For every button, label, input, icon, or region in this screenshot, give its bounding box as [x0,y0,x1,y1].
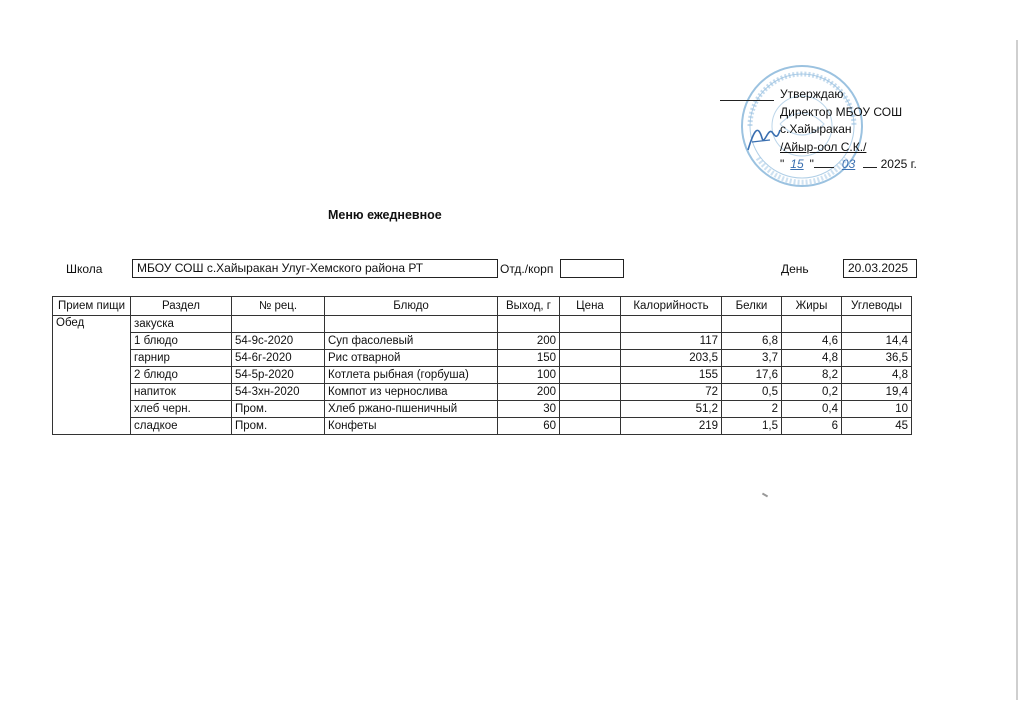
school-field: МБОУ СОШ с.Хайыракан Улуг-Хемского района РТ [132,259,498,278]
section-cell: сладкое [131,418,232,435]
table-row [53,384,912,401]
carbs-cell: 36,5 [842,350,912,367]
header-yield: Выход, г [498,297,560,316]
fat-cell: 4,6 [782,333,842,350]
recipe-cell: Пром. [232,418,325,435]
carbs-cell: 14,4 [842,333,912,350]
carbs-cell [842,316,912,333]
approval-date: " 15 " 03 2025 г. [780,157,917,171]
calories-cell: 219 [621,418,722,435]
recipe-cell [232,316,325,333]
yield-cell: 150 [498,350,560,367]
yield-cell: 60 [498,418,560,435]
approval-line-village: с.Хайыракан [780,122,852,136]
meal-cell: Обед [53,316,131,333]
header-recipe: № рец. [232,297,325,316]
section-cell: закуска [131,316,232,333]
dish-cell: Рис отварной [325,350,498,367]
dept-label: Отд./корп [500,262,554,276]
calories-cell [621,316,722,333]
table-row [53,367,912,384]
protein-cell: 0,5 [722,384,782,401]
fat-cell: 6 [782,418,842,435]
table-row [53,401,912,418]
price-cell [560,316,621,333]
protein-cell [722,316,782,333]
date-year: 2025 г. [880,157,917,171]
yield-cell: 30 [498,401,560,418]
header-calories: Калорийность [621,297,722,316]
meal-cell [53,367,131,384]
price-cell [560,401,621,418]
section-cell: 1 блюдо [131,333,232,350]
scan-edge [1016,40,1018,700]
section-cell: гарнир [131,350,232,367]
approval-line-position: Директор МБОУ СОШ [780,104,903,119]
calories-cell: 203,5 [621,350,722,367]
yield-cell: 200 [498,333,560,350]
table-row [53,350,912,367]
section-cell: хлеб черн. [131,401,232,418]
fat-cell: 8,2 [782,367,842,384]
protein-cell: 17,6 [722,367,782,384]
meal-cell [53,350,131,367]
header-meal: Прием пищи [53,297,131,316]
price-cell [560,367,621,384]
signature [744,120,784,156]
protein-cell: 2 [722,401,782,418]
meal-cell [53,418,131,435]
page-title: Меню ежедневное [328,208,442,222]
dish-cell [325,316,498,333]
table-header-row [53,297,912,316]
carbs-cell: 4,8 [842,367,912,384]
price-cell [560,333,621,350]
dish-cell: Компот из чернослива [325,384,498,401]
calories-cell: 72 [621,384,722,401]
approval-block [780,86,917,174]
recipe-cell: Пром. [232,401,325,418]
meal-cell [53,333,131,350]
protein-cell: 3,7 [722,350,782,367]
recipe-cell: 54-5р-2020 [232,367,325,384]
yield-cell [498,316,560,333]
calories-cell: 155 [621,367,722,384]
yield-cell: 100 [498,367,560,384]
dish-cell: Хлеб ржано-пшеничный [325,401,498,418]
recipe-cell: 54-9с-2020 [232,333,325,350]
date-month: 03 [841,157,856,171]
menu-table [52,296,912,435]
day-field: 20.03.2025 [843,259,917,278]
meal-cell [53,401,131,418]
dish-cell: Конфеты [325,418,498,435]
calories-cell: 117 [621,333,722,350]
price-cell [560,418,621,435]
director-name: /Айыр-оол С.К./ [780,139,867,154]
header-price: Цена [560,297,621,316]
carbs-cell: 45 [842,418,912,435]
date-day: 15 [790,157,804,171]
day-label: День [781,262,809,276]
fat-cell: 0,4 [782,401,842,418]
recipe-cell: 54-6г-2020 [232,350,325,367]
fat-cell: 0,2 [782,384,842,401]
table-row [53,333,912,350]
header-carbs: Углеводы [842,297,912,316]
header-dish: Блюдо [325,297,498,316]
dish-cell: Суп фасолевый [325,333,498,350]
calories-cell: 51,2 [621,401,722,418]
yield-cell: 200 [498,384,560,401]
price-cell [560,384,621,401]
section-cell: 2 блюдо [131,367,232,384]
protein-cell: 1,5 [722,418,782,435]
scan-speck [762,493,768,498]
section-cell: напиток [131,384,232,401]
dept-field [560,259,624,278]
approval-line-approve: Утверждаю [780,87,844,101]
table-row [53,418,912,435]
dish-cell: Котлета рыбная (горбуша) [325,367,498,384]
school-label: Школа [66,262,103,276]
table-row [53,316,912,333]
protein-cell: 6,8 [722,333,782,350]
price-cell [560,350,621,367]
meal-cell [53,384,131,401]
carbs-cell: 10 [842,401,912,418]
fat-cell [782,316,842,333]
header-section: Раздел [131,297,232,316]
carbs-cell: 19,4 [842,384,912,401]
header-fat: Жиры [782,297,842,316]
fat-cell: 4,8 [782,350,842,367]
header-protein: Белки [722,297,782,316]
recipe-cell: 54-3хн-2020 [232,384,325,401]
approval-line-name [780,139,917,157]
